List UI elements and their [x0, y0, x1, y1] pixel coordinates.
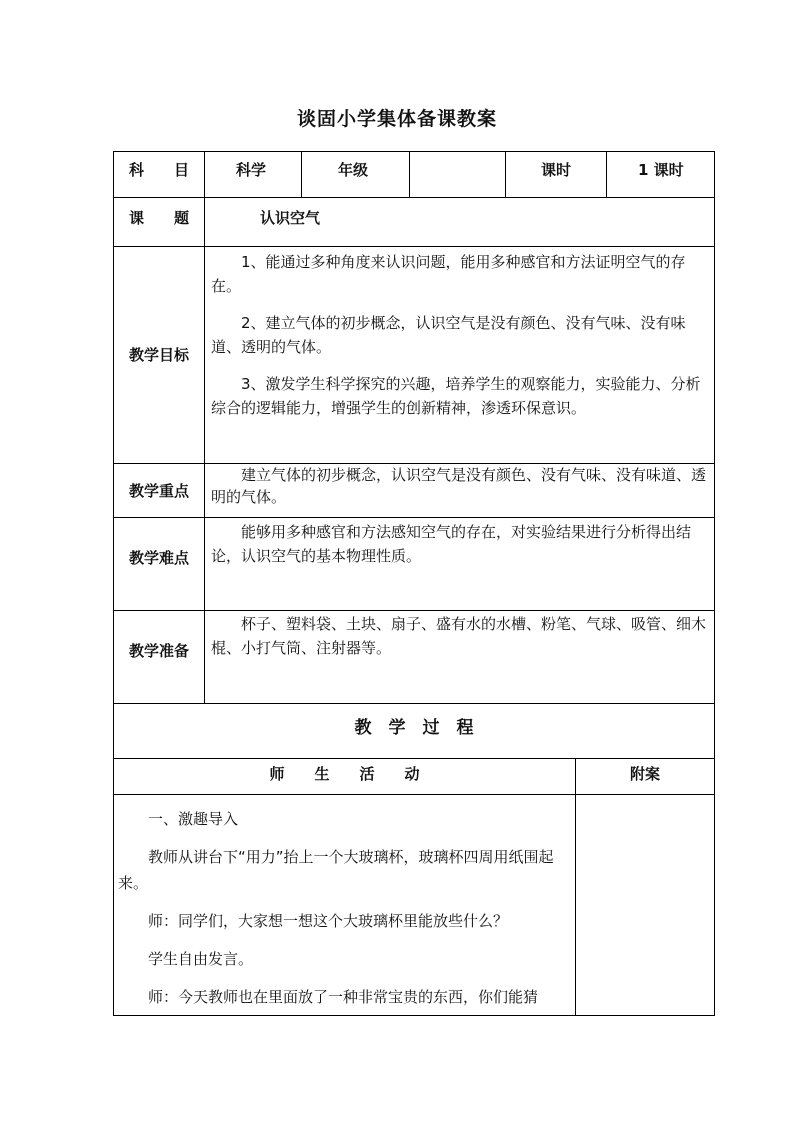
key-points-text	[211, 464, 709, 508]
preparation-paragraph: 杯子、塑料袋、土块、扇子、盛有水的水槽、粉笔、气球、吸管、细木棍、小打气筒、注射器等。	[211, 615, 707, 657]
process-heading: 教 学 过 程	[354, 718, 474, 738]
subject-value: 科学	[236, 161, 267, 179]
preparation-label: 教学准备	[128, 642, 189, 660]
grade-label: 年级	[338, 161, 369, 179]
goals-label: 教学目标	[128, 346, 189, 364]
difficulties-label: 教学难点	[128, 549, 189, 567]
preparation-text	[211, 612, 709, 660]
process-paragraph-5: 师：今天教师也在里面放了一种非常宝贵的东西，你们能猜	[148, 988, 539, 1006]
period-value: 1 课时	[638, 161, 684, 179]
goal-item-2: 2、建立气体的初步概念，认识空气是没有颜色、没有气味、没有味道、透明的气体。	[211, 314, 686, 356]
topic-label: 课 题	[128, 209, 189, 227]
notes-column-header: 附案	[629, 765, 660, 783]
key-points-paragraph: 建立气体的初步概念，认识空气是没有颜色、没有气味、没有味道、透明的气体。	[211, 466, 707, 506]
goal-item-1: 1、能通过多种角度来认识问题，能用多种感官和方法证明空气的存在。	[211, 253, 686, 295]
subject-label: 科 目	[128, 161, 189, 179]
period-label: 课时	[541, 161, 572, 179]
difficulties-text	[211, 520, 709, 568]
goal-item-3: 3、激发学生科学探究的兴趣，培养学生的观察能力，实验能力、分析综合的逻辑能力，增强学生的创新精神，渗透环保意识。	[211, 375, 701, 417]
key-points-label: 教学重点	[128, 481, 189, 500]
topic-value: 认识空气	[260, 209, 321, 227]
difficulties-paragraph: 能够用多种感官和方法感知空气的存在，对实验结果进行分析得出结论，认识空气的基本物理性质。	[211, 523, 692, 565]
process-paragraph-2: 教师从讲台下“用力”抬上一个大玻璃杯，玻璃杯四周用纸围起来。	[118, 848, 554, 892]
goals-content	[211, 250, 709, 420]
activity-column-header: 师 生 活 动	[269, 765, 420, 783]
process-paragraph-3: 师：同学们，大家想一想这个大玻璃杯里能放些什么？	[148, 912, 509, 930]
process-paragraph-1: 一、激趣导入	[148, 810, 239, 828]
process-paragraph-4: 学生自由发言。	[148, 950, 254, 968]
document-title: 谈固小学集体备课教案	[296, 108, 497, 130]
process-content	[118, 806, 570, 1010]
